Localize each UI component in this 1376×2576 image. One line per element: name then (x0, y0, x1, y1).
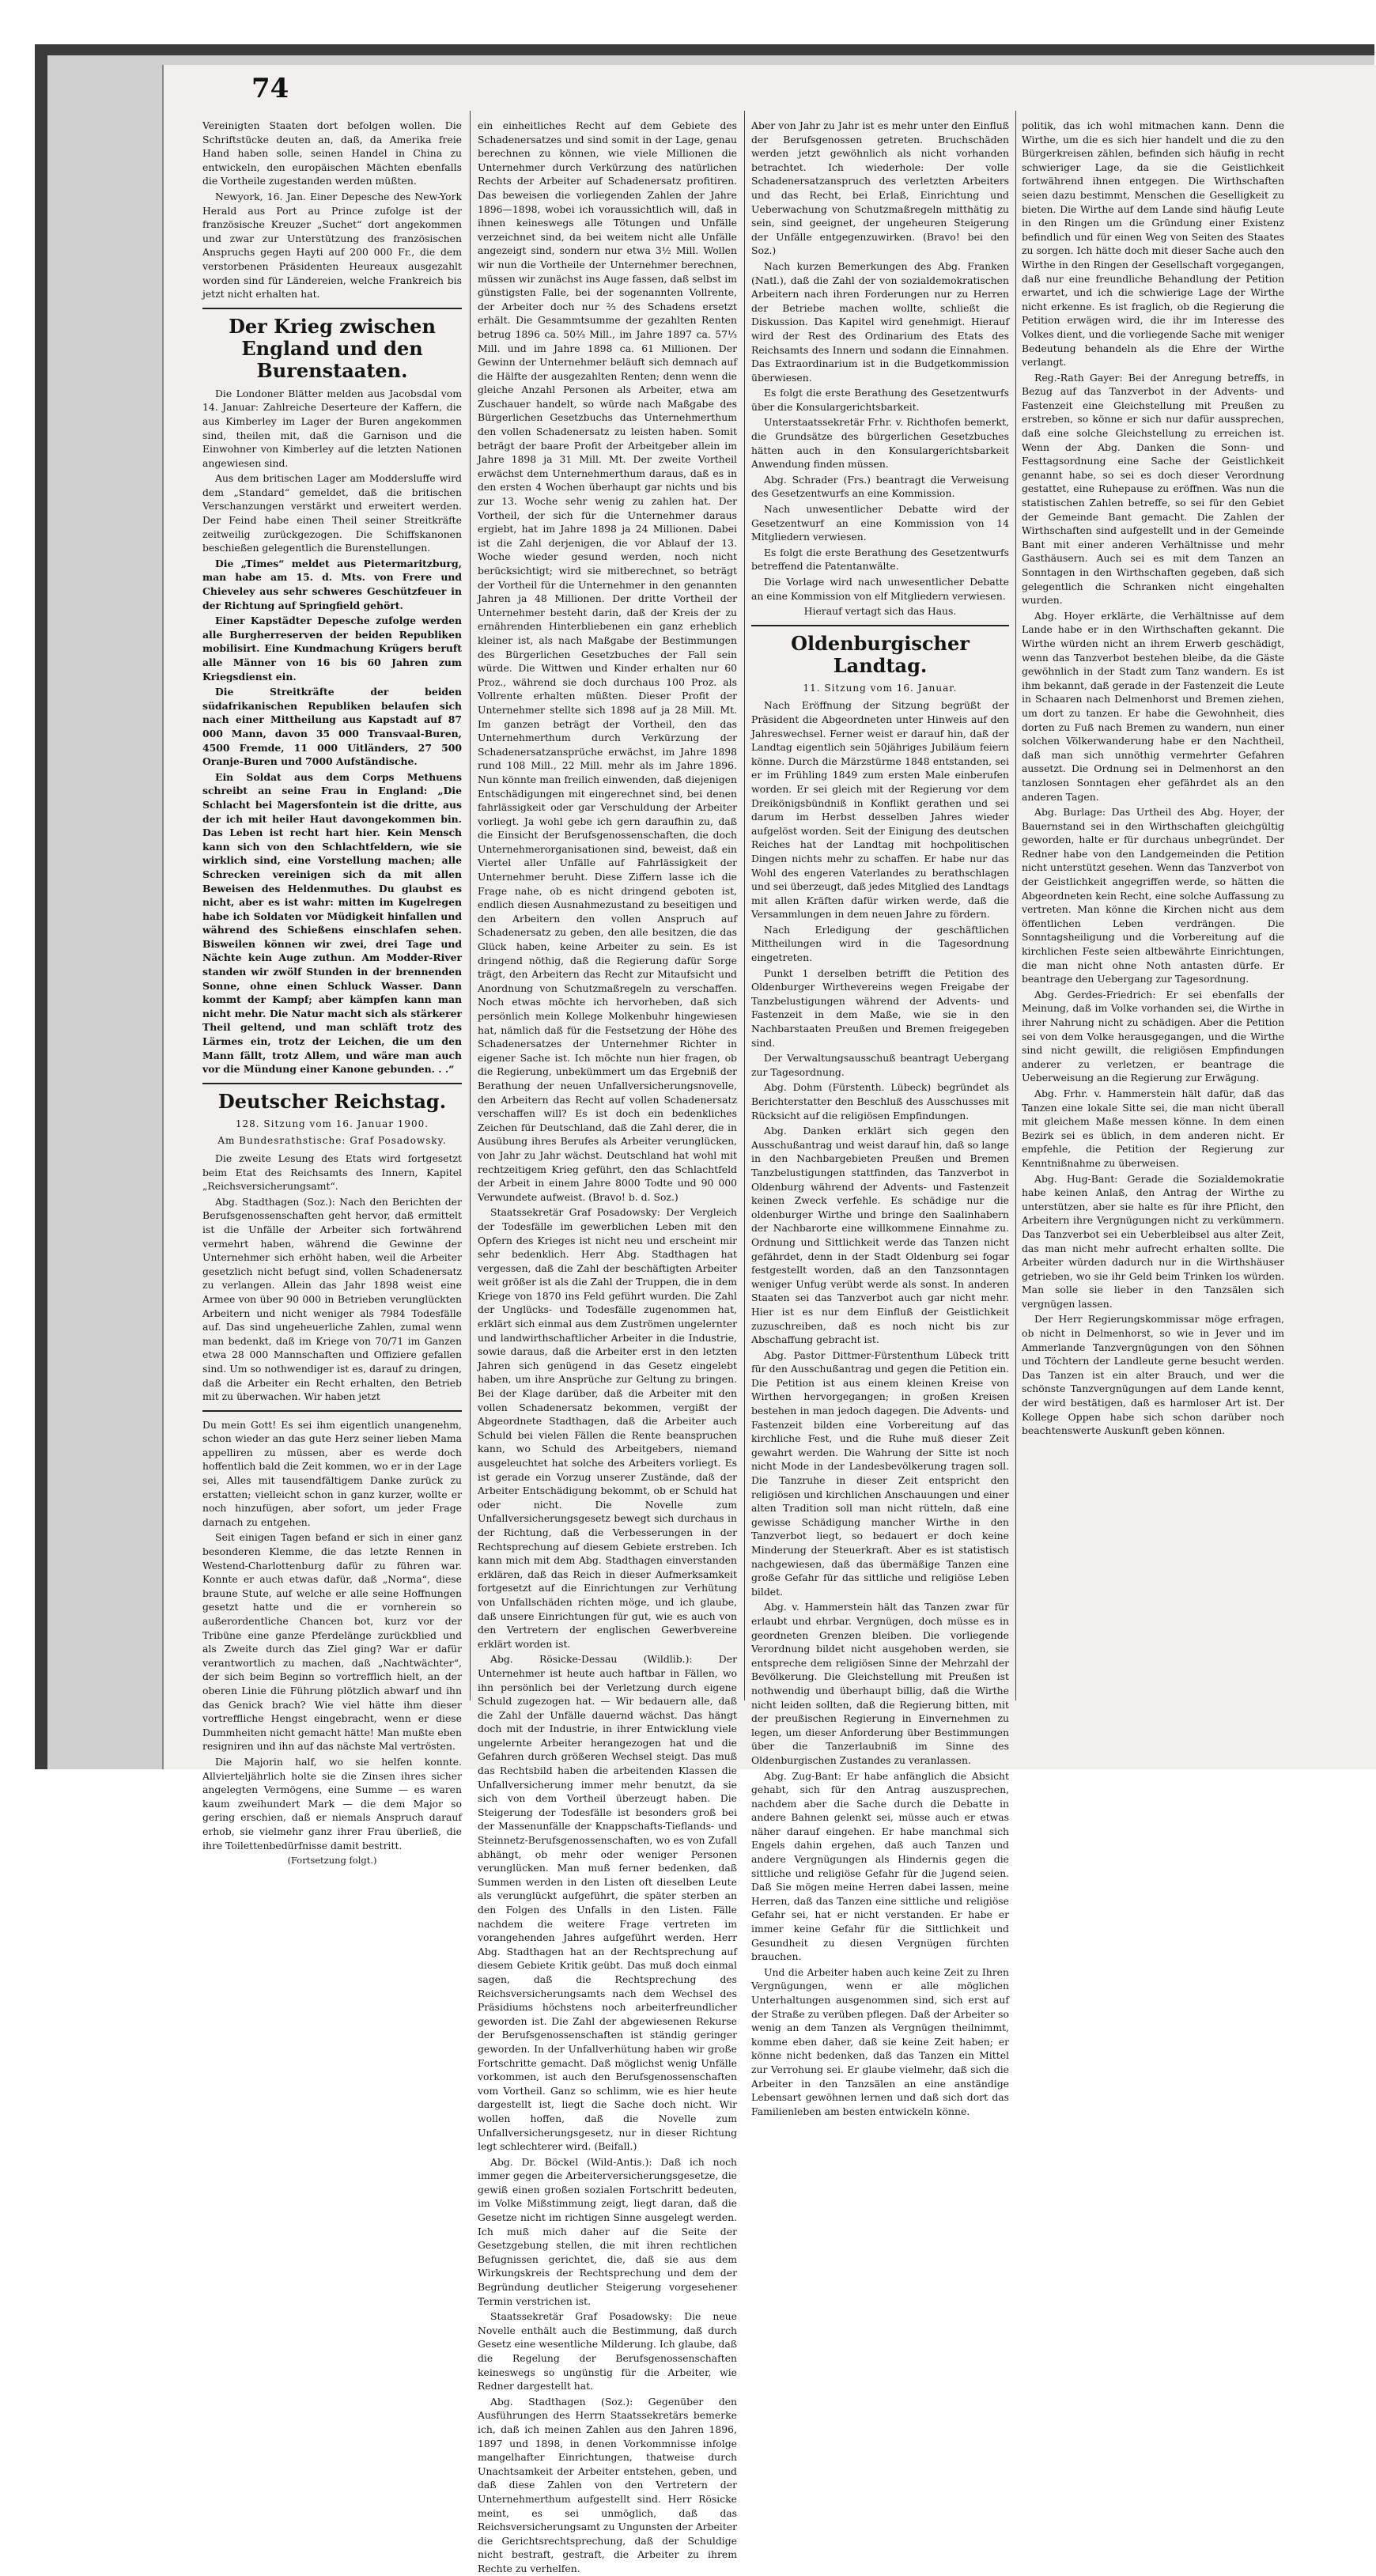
article-paragraph: Unterstaatssekretär Frhr. v. Richthofen bemerkt, die Grundsätze des bürgerlichen Gesetzbuches hätten auch in den Konsulargerichtsbarkeit Anwendung finden müssen. (751, 416, 1009, 471)
article-paragraph: Staatssekretär Graf Posadowsky: Der Vergleich der Todesfälle im gewerblichen Leben mit den Opfern des Krieges ist nicht neu und erscheint mir sehr bedenklich. Herr Abg. Stadthagen hat vergessen, daß die Zahl der beschäftigten Arbeiter weit größer ist als die Zahl der Truppen, die in dem Kriege von 1870 ins Feld geführt wurden. Die Zahl der Unglücks- und Todesfälle zugenommen hat, erklärt sich einmal aus dem Zuströmen ungelernter und landwirthschaftlicher Arbeiter in die Industrie, sowie daraus, daß die Arbeiter erst in den letzten Jahren sich genügend in das Gesetz eingelebt haben, um ihre Ansprüche zur Geltung zu bringen. Bei der Klage darüber, daß die Arbeiter mit den vollen Schadenersatz bekommen, vergißt der Abgeordnete Stadthagen, daß die Arbeiter auch Schuld bei vielen Fällen die Rente beanspruchen kann, wo Schuld des Arbeitgebers, niemand ausgeleuchtet hat solche des Arbeiters vorliegt. Es ist gerade ein Vorzug unserer Zustände, daß der Arbeiter Entschädigung bekommt, ob er Schuld hat oder nicht. Die Novelle zum Unfallversicherungsgesetz bewegt sich durchaus in der Richtung, daß die Verbesserungen in der Rechtsprechung auf diesem Gebiete erstreben. Ich kann mich mit dem Abg. Stadthagen einverstanden erklären, daß das Reich in dieser Aufmerksamkeit fortgesetzt auf die Einrichtungen zur Verhütung von Unfallschäden richten möge, und ich glaube, daß unsere Einrichtungen für gut, wie es auch von den Vertretern der englischen Gewerbvereine erklärt worden ist. (478, 1206, 737, 1650)
article-paragraph: Abg. Rösicke-Dessau (Wildlib.): Der Unternehmer ist heute auch haftbar in Fällen, wo ihn persönlich bei der Verletzung durch eigene Schuld zugezogen hat. — Wir bedauern alle, daß die Zahl der Unfälle dauernd wächst. Das hängt doch mit der Industrie, in ihrer Entwicklung viele ungelernte Arbeiter herangezogen hat und die Gefahren durch größeren Wechsel steigt. Das muß das Rechtsbild haben die arbeitenden Klassen die Unfallversicherung immer mehr benutzt, da sie sich von dem Vortheil überzeugt haben. Die Steigerung der Todesfälle ist besonders groß bei der Massenunfälle der Knappschafts-Tieflands- und Steinnetz-Berufsgenossenschaften, wo es von Zufall abhängt, ob mehr oder weniger Personen verunglücken. Man muß ferner bedenken, daß Summen werden in den Listen oft dieselben Leute als verunglückt aufgeführt, die später sterben an den Folgen des Unfalls in den Listen. Fälle nachdem die weitere Frage vertreten im vorangehenden Jahres aufgeführt werden. Herr Abg. Stadthagen hat an der Rechtsprechung auf diesem Gebiete Kritik geübt. Das muß doch einmal sagen, daß die Rechtsprechung des Reichsversicherungsamts nach dem Wechsel des Präsidiums höchstens noch arbeiterfreundlicher geworden ist. Die Zahl der abgewiesenen Rekurse der Berufsgenossenschaften ist ständig geringer geworden. In der Unfallverhütung haben wir große Fortschritte gemacht. Daß möglichst wenig Unfälle vorkommen, ist auch den Berufsgenossenschaften vom Vortheil. Ganz so schlimm, wie es hier heute dargestellt ist, liegt die Sache doch nicht. Wir wollen hoffen, daß die Novelle zum Unfallversicherungsgesetz, nur in dieser Richtung legt schlechterer wird. (Beifall.) (478, 1653, 737, 2153)
article-paragraph: Abg. v. Hammerstein hält das Tanzen zwar für erlaubt und ehrbar. Vergnügen, doch müsse es in geordneten Grenzen bleiben. Die vorliegende Verordnung bildet nicht ausgehoben werden, sie entspreche dem religiösen Sinne der Mehrzahl der Bevölkerung. Die Gleichstellung mit Preußen ist nothwendig und überhaupt billig, daß die Wirthe nicht leiden sollten, daß die Regierung bitten, mit der preußischen Regierung in Einvernehmen zu legen, um dieser Anforderung über Bestimmungen über die Tanzerlaubniß im Sinne des Oldenburgischen Zustandes zu veranlassen. (751, 1601, 1009, 1766)
article-paragraph: Abg. Danken erklärt sich gegen den Ausschußantrag und weist darauf hin, daß so lange in den Nachbargebieten Preußen und Bremen Tanzbelustigungen stattfinden, das Tanzverbot in Oldenburg während der Advents- und Fastenzeit keinen Zweck verfehle. Es schädige nur die oldenburger Wirthe und bringe den Saalinhabern der Nachbarorte eine willkommene Einnahme zu. Ordnung und Sittlichkeit werde das Tanzen nicht gefährdet, denn in der Stadt Oldenburg sei fogar festgestellt worden, daß an den Tanzsonntagen weniger Unfug verübt werde als sonst. In anderen Staaten sei das Tanzverbot auch gar nicht mehr. Hier ist es nur dem Einfluß der Geistlichkeit zuzuschreiben, daß es noch nicht bis zur Abschaffung gebracht ist. (751, 1125, 1009, 1346)
article-paragraph: Einer Kapstädter Depesche zufolge werden alle Burgherreserven der beiden Republiken mobilisirt. Eine Kundmachung Krügers beruft alle Männer von 16 bis 60 Jahren zum Kriegsdienst ein. (202, 615, 462, 683)
column-rule (470, 111, 471, 1700)
section-divider (751, 625, 1009, 626)
article-paragraph: Abg. Dr. Böckel (Wild-Antis.): Daß ich noch immer gegen die Arbeiterversicherungsgesetze, die gewiß einen großen sozialen Fortschritt bedeuten, im Volke Mißstimmung zeigt, liegt daran, daß die Gesetze nicht im richtigen Sinne ausgelegt werden. Ich muß mich daher auf die Seite der Gesetzgebung stellen, die mit ihren rechtlichen Befugnissen gerichtet, die, daß sie aus dem Wirkungskreis der Rechtsprechung und dem der Begründung deutlicher Steigerung vorgesehener Termin verstrichen ist. (478, 2155, 737, 2307)
article-paragraph: Newyork, 16. Jan. Einer Depesche des New-York Herald aus Port au Prince zufolge ist der französische Kreuzer „Suchet“ dort angekommen und zwar zur Unterstützung des französischen Anspruchs gegen Hayti auf 200 000 Fr., die dem verstorbenen Präsidenten Heureaux ausgezahlt worden sind für Ländereien, welche Frankreich bis jetzt nicht erhalten hat. (202, 190, 462, 301)
article-paragraph: Es folgt die erste Berathung des Gesetzentwurfs über die Konsulargerichtsbarkeit. (751, 387, 1009, 413)
article-paragraph: Abg. Frhr. v. Hammerstein hält dafür, daß das Tanzen eine lokale Sitte sei, die man nicht überall mit gleichem Maße messen könne. In dem einen Bezirk sei es üblich, in dem anderen nicht. Er empfehle, die Petition der Regierung zur Kenntnißnahme zu überweisen. (1022, 1087, 1284, 1169)
article-paragraph: politik, das ich wohl mitmachen kann. Denn die Wirthe, um die es sich hier handelt und die zu den Bürgerkreisen zählen, befinden sich häufig in recht schwieriger Lage, da sie die Geistlichkeit fortwährend ihnen entgegen. Die Wirthschaften seien dazu bestimmt, Menschen die Geselligkeit zu bieten. Die Wirthe auf dem Lande sind häufig Leute in den Ringen um die Gründung einer Existenz befindlich und für einen Weg von Seiten des Staates zu sorgen. Ich hätte doch mit dieser Sache auch den Wirthe in den Ringen der Gesellschaft vorgegangen, daß nur eine freundliche Behandlung der Petition erwartet, und ich die schwierige Lage der Wirthe nicht erkenne. Es ist fraglich, ob die Regierung die Petition erwägen wird, die ihr im Interesse des Volkes dient, und die vorliegende Sache mit weniger Bedeutung behandeln als die Ehre der Wirthe verlangt. (1022, 119, 1284, 369)
section-divider (202, 1410, 462, 1412)
story-paragraph: Die Majorin half, wo sie helfen konnte. Allvierteljährlich holte sie die Zinsen ihres sicher angelegten Vermögens, eine Summe — es waren kaum zweihundert Mark — die dem Major so gering erschien, daß er niemals Anspruch darauf erhob, sie vielmehr ganz ihrer Frau überließ, die ihre Toilettenbedürfnisse damit bestritt. (202, 1755, 462, 1852)
article-paragraph: Abg. Pastor Dittmer-Fürstenthum Lübeck tritt für den Ausschußantrag und gegen die Petition ein. Die Petition ist aus einem kleinen Kreise von Wirthen hervorgegangen; in großen Kreisen bestehen in man jedoch dagegen. Die Advents- und Fastenzeit bilden eine Vorbereitung auf das kirchliche Fest, und die Ruhe muß dieser Zeit gewahrt werden. Die Wahrung der Sitte ist noch nicht Mode in der Landesbevölkerung tragen soll. Die Tanzruhe in dieser Zeit entspricht den religiösen und kirchlichen Anschauungen und einer alten Tradition soll man nicht rütteln, daß eine gewisse Schädigung mancher Wirthe in den Tanzverbot liegt, so bedauert er doch keine Minderung der Steuerkraft. Aber es ist statistisch nachgewiesen, daß das übermäßige Tanzen eine große Gefahr für das sittliche und religiöse Leben bildet. (751, 1349, 1009, 1598)
article-paragraph: Nach Eröffnung der Sitzung begrüßt der Präsident die Abgeordneten unter Hinweis auf den Jahreswechsel. Ferner weist er darauf hin, daß der Landtag eigentlich sein 50jähriges Jubiläum feiern könne. Durch die Märzstürme 1848 entstanden, sei er im Frühling 1849 zum ersten Male einberufen worden. Er sei gleich mit der Regierung vor dem Dreikönigsbündniß in Konflikt gerathen und sei darum im Herbst desselben Jahres wieder aufgelöst worden. Seit der Einigung des deutschen Reiches hat der Landtag mit hochpolitischen Dingen nichts mehr zu schaffen. Er habe nur das Wohl des engeren Vaterlandes zu berathschlagen und sei überzeugt, daß jedes Mitglied des Landtags mit allen Kräften dafür wirken werde, daß die Versammlungen in dem neuen Jahre zu fördern. (751, 699, 1009, 921)
article-paragraph: Der Herr Regierungskommissar möge erfragen, ob nicht in Delmenhorst, so wie in Jever und im Ammerlande Tanzvergnügungen von den Söhnen und Töchtern der Landleute gerne besucht werden. Das Tanzen ist ein alter Brauch, und wer die schönste Tanzvergnügungen auf dem Lande kennt, der wird bestätigen, daß es harmloser Art ist. Der Kollege Oppen habe sich schon darüber noch beachtenswerte Auskunft geben können. (1022, 1313, 1284, 1437)
section-divider (202, 1083, 462, 1084)
section-heading-landtag: Oldenburgischer Landtag. (791, 631, 970, 677)
article-paragraph: Abg. Stadthagen (Soz.): Gegenüber den Ausführungen des Herrn Staatssekretärs bemerke ich, daß ich meinen Zahlen aus den Jahren 1896, 1897 und 1898, in denen Vorkommnisse infolge mangelhafter Einrichtungen, thatweise durch Unachtsamkeit der Arbeiter entstehen, geben, und daß diese Zahlen von den Vertretern der Unternehmerthum aufgestellt sind. Herr Rösicke meint, es sei unmöglich, daß das Reichsversicherungsamt zu Ungunsten der Arbeiter die Gerichtsrechtsprechung, daß der Schuldige nicht bestraft, gestraft, die Arbeiter zu ihrem Rechte zu verhelfen. (478, 2395, 737, 2574)
article-paragraph: Ein Soldat aus dem Corps Methuens schreibt an seine Frau in England: „Die Schlacht bei Magersfontein ist die dritte, aus der ich mit heiler Haut davongekommen bin. Das Leben ist recht hart hier. Kein Mensch kann sich von den Schlachtfeldern, wie sie wirklich sind, eine Vorstellung machen; alle Schrecken vereinigen sich da mit allen Beweisen des Heldenmuthes. Du glaubst es nicht, aber es ist wahr: mitten im Kugelregen habe ich Soldaten vor Müdigkeit hinfallen und während des Schießens einschlafen sehen. Bisweilen können wir zwei, drei Tage und Nächte kein Auge zuthun. Am Modder-River standen wir zwölf Stunden in der brennenden Sonne, ohne einen Schluck Wasser. Dann kommt der Kampf; aber kämpfen kann man nicht mehr. Die Natur macht sich als stärkerer Theil geltend, und man schläft trotz des Lärmes ein, trotz der Leichen, die um den Mann fällt, trotz Allem, und wäre man auch vor die Mündung einer Kanone gebunden. . .“ (202, 770, 462, 1076)
session-line: 11. Sitzung vom 16. Januar. (803, 682, 958, 694)
continued-note: (Fortsetzung folgt.) (287, 1855, 377, 1867)
article-paragraph: Abg. Hoyer erklärte, die Verhältnisse auf dem Lande habe er in den Wirthschaften gekannt. Die Wirthe würden nicht an ihrem Erwerb geschädigt, wenn das Tanzverbot bestehen bleibe, da die Gäste gewöhnlich in der Stadt zum Tanz wandern. Es ist ihm bekannt, daß gerade in der Fastenzeit die Leute in Schaaren nach Delmenhorst und Bremen ziehen, um dort zu tanzen. Er habe die Gewohnheit, dies dorten zu Fuß nach Bremen zu wandern, nun einer solchen Völkerwanderung habe er den Nachtheil, daß man sich unnöthig vermehrter Gefahren aussetzt. Die Ordnung sei in Delmenhorst an den tanzlosen Sonntagen eher gefährdet als an den anderen Tagen. (1022, 609, 1284, 803)
article-paragraph: Punkt 1 derselben betrifft die Petition des Oldenburger Wirthevereins wegen Freigabe der Tanzbelustigungen während der Advents- und Fastenzeit in dem Maße, wie sie in den Nachbarstaaten Preußen und Bremen freigegeben sind. (751, 966, 1009, 1049)
article-paragraph: Abg. Stadthagen (Soz.): Nach den Berichten der Berufsgenossenschaften geht hervor, daß ermittelt ist die Unfälle der Arbeiter sich fortwährend vermehrt haben, während die Gewinne der Unternehmer sich erhöht haben, weil die Arbeiter gesetzlich nicht befugt sind, vollen Schadenersatz zu verlangen. Allein das Jahr 1898 weist eine Armee von über 90 000 in Betrieben verunglückten Arbeitern und nicht weniger als 7984 Todesfälle auf. Das sind ungeheuerliche Zahlen, zumal wenn man bedenkt, daß im Kriege von 70/71 im Ganzen etwa 28 000 Mannschaften und Offiziere gefallen sind. Um so nothwendiger ist es, darauf zu dringen, daß die Arbeiter ein Recht erhalten, den Betrieb mit zu überwachen. Wir haben jetzt (202, 1195, 462, 1403)
article-paragraph: Aber von Jahr zu Jahr ist es mehr unter den Einfluß der Berufsgenossen getreten. Bruchschäden werden jetzt gewöhnlich als nicht vorhanden betrachtet. Ich wiederhole: Der volle Schadenersatzanspruch des verletzten Arbeiters und das Recht, bei Erlaß, Einrichtung und Ueberwachung von Schutzmaßregeln mitthätig zu sein, sind geeignet, der ungeheuren Steigerung der Unfälle entgegenzuwirken. (Bravo! bei den Soz.) (751, 119, 1009, 257)
section-divider (202, 308, 462, 309)
article-paragraph: Die Vorlage wird nach unwesentlicher Debatte an eine Kommission von elf Mitgliedern verwiesen. (751, 576, 1009, 602)
article-paragraph: Die Streitkräfte der beiden südafrikanischen Republiken belaufen sich nach einer Mittheilung aus Kapstadt auf 87 000 Mann, davon 35 000 Transvaal-Buren, 4500 Fremde, 11 000 Uitländers, 27 500 Oranje-Buren und 7000 Aufständische. (202, 686, 462, 768)
article-paragraph: Nach Erledigung der geschäftlichen Mittheilungen wird in die Tagesordnung eingetreten. (751, 923, 1009, 964)
article-paragraph: Abg. Zug-Bant: Er habe anfänglich die Absicht gehabt, sich für den Antrag auszusprechen, nachdem aber die Sache durch die Debatte in andere Bahnen gelenkt sei, müsse auch er etwas näher darauf eingehen. Er habe manchmal sich Engels dahin ergehen, daß auch Tanzen und andere Vergnügungen als Hindernis gegen die sittliche und religiöse Gefahr für die Jugend seien. Daß Sie mögen meine Herren dabei lassen, meine Herren, daß das Tanzen eine sittliche und religiöse Gefahr sei, hat er nicht verstanden. Er habe er immer keine Gefahr für die Sittlichkeit und Gesundheit zu diesen Vergnügen fürchten brauchen. (751, 1769, 1009, 1963)
article-paragraph: Die zweite Lesung des Etats wird fortgesetzt beim Etat des Reichsamts des Innern, Kapitel „Reichsversicherungsamt“. (202, 1152, 462, 1193)
article-paragraph: Staatssekretär Graf Posadowsky: Die neue Novelle enthält auch die Bestimmung, daß durch Gesetz eine wesentliche Milderung. Ich glaube, daß die Regelung der Berufsgenossenschaften keineswegs so ungünstig für die Arbeiter, wie Redner dargestellt hat. (478, 2310, 737, 2393)
column-rule (744, 111, 745, 1700)
column-2 (478, 119, 737, 2574)
story-paragraph: Seit einigen Tagen befand er sich in einer ganz besonderen Klemme, die das letzte Rennen in Westend-Charlottenburg dafür zu führen war. Konnte er auch etwas dafür, daß „Norma“, diese braune Stute, auf welche er alle seine Hoffnungen gesetzt hatte und die er vornherein so außerordentliche Chancen bot, kurz vor der Tribüne eine ganze Pferdelänge zurückblied und als Zweite durch das Ziel ging? War er dafür verantwortlich zu machen, daß „Nachtwächter“, der sich beim Beginn so vortrefflich hielt, an der oberen Linie die Führung plötzlich abwarf und ihn das Genick brach? Wie viel hätte ihm dieser vortreffliche Hengst eingebracht, wenn er diese Dummheiten nicht gemacht hätte! Man mußte eben resigniren und ihn auf das nächste Mal vertrösten. (202, 1531, 462, 1753)
article-paragraph: Vereinigten Staaten dort befolgen wollen. Die Schriftstücke deuten an, daß, da Amerika freie Hand haben solle, seinen Handel in China zu entwickeln, den europäischen Mächten ebenfalls die Vortheile zugestanden werden müßten. (202, 119, 462, 187)
article-paragraph: Abg. Hug-Bant: Gerade die Sozialdemokratie habe keinen Anlaß, den Antrag der Wirthe zu unterstützen, aber sie halte es für ihre Pflicht, den Arbeitern ihre Vergnügungen nicht zu verkümmern. Das Tanzverbot sei ein Ueberbleibsel aus alter Zeit, das man nicht mehr aufrecht erhalten sollte. Die Arbeiter würden dadurch nur in die Wirthshäuser getrieben, wo sie ihr Geld beim Trinken los würden. Man solle sie lieber in den Tanzsälen sich vergnügen lassen. (1022, 1172, 1284, 1310)
article-paragraph: Hierauf vertagt sich das Haus. (803, 605, 957, 618)
article-paragraph: Nach unwesentlicher Debatte wird der Gesetzentwurf an eine Kommission von 14 Mitgliedern verwiesen. (751, 503, 1009, 543)
article-paragraph: Abg. Dohm (Fürstenth. Lübeck) begründet als Berichterstatter den Beschluß des Ausschusses mit Rücksicht auf die religiösen Empfindungen. (751, 1081, 1009, 1122)
article-paragraph: ein einheitliches Recht auf dem Gebiete des Schadenersatzes und sind somit in der Lage, genau berechnen zu können, wie viele Millionen die Unternehmer durch Verkürzung des natürlichen Rechts der Arbeiter auf Schadenersatz profitiren. Das beweisen die vorliegenden Zahlen der Jahre 1896—1898, wobei ich voraussichtlich will, daß in ihnen keineswegs alle Tötungen und Unfälle verzeichnet sind, da bei weitem nicht alle Unfälle angezeigt sind, sondern nur etwa 3½ Mill. Wollen wir nun die Vortheile der Unternehmer berechnen, müssen wir zunächst ins Auge fassen, daß selbst im günstigsten Falle, bei der sogenannten Vollrente, der Arbeiter doch nur ⅔ des Schadens ersetzt erhält. Die Gesammtsumme der gezahlten Renten betrug 1896 ca. 50⅔ Mill., im Jahre 1897 ca. 57⅓ Mill. und im Jahre 1898 ca. 61 Millionen. Der Gewinn der Unternehmer beläuft sich demnach auf die Hälfte der ausgezahlten Renten; denn wenn die gleiche Anzahl Personen als Arbeiter, etwa am Zuschauer handelt, so würde nach Maßgabe des Bürgerlichen Gesetzbuchs das Unternehmerthum den vollen Schadenersatz zu leisten haben. Somit beträgt der baare Profit der Arbeitgeber allein im Jahre 1898 ja 31 Mill. Mt. Der zweite Vortheil erwächst dem Unternehmerthum daraus, daß es in den ersten 4 Wochen überhaupt gar nichts und bis zur 13. Woche sehr wenig zu zahlen hat. Der Vortheil, der sich für die Unternehmer daraus ergiebt, hat im Jahre 1898 ja 24 Millionen. Dabei ist die Zahl derjenigen, die vor Ablauf der 13. Woche wieder gesund werden, noch nicht berücksichtigt; wird sie mitberechnet, so beträgt der Vortheil für die Unternehmer in den genannten Jahren ja 48 Millionen. Der dritte Vortheil der Unternehmer besteht darin, daß der Kreis der zu ernährenden Hinterbliebenen ein ganz erheblich kleiner ist, als nach Maßgabe der Bestimmungen des Bürgerlichen Gesetzbuches der Fall sein würde. Die Wittwen und Kinder erhalten nur 60 Proz., während sie doch durchaus 100 Proz. als Vollrente erhalten müßten. Dieser Profit der Unternehmer stellte sich 1898 auf ja 28 Mill. Mt. Im ganzen beträgt der Vortheil, den das Unternehmerthum durch Verkürzung der Schadenersatzansprüche erwächst, im Jahre 1898 rund 108 Mill., 22 Mill. mehr als im Jahre 1896. Nun könnte man freilich einwenden, daß diejenigen Entschädigungen mit eingerechnet sind, bei denen fahrlässigkeit oder gar Verschuldung der Arbeiter vorliegt. Ja wohl gebe ich gern daraufhin zu, daß die Einsicht der Berufsgenossenschaften, die doch Unternehmerorganisationen sind, beweist, daß ein Viertel aller Unfälle auf Fahrlässigkeit der Unternehmer beruht. Diese Ziffern lasse ich die Frage nahe, ob es nicht dringend geboten ist, endlich diesen Ausnahmezustand zu beseitigen und den Arbeitern den vollen Anspruch auf Schadenersatz zu geben, den alle besitzen, die das Glück haben, keine Arbeiter zu sein. Es ist dringend nöthig, daß die Regierung dafür Sorge trägt, den Arbeitern das Recht zur Mitaufsicht und Anordnung von Schutzmaßregeln zu verschaffen. Noch etwas möchte ich hervorheben, daß sich persönlich mein Kollege Molkenbuhr hingewiesen hat, nämlich daß für die Festsetzung der Höhe des Schadenersatzes der Unternehmer Richter in eigener Sache ist. Ich möchte nun hier fragen, ob die Regierung, unbekümmert um das Ergebniß der Berathung der neuen Unfallversicherungsnovelle, den Arbeitern das Recht auf vollen Schadenersatz verschaffen will? Es ist doch ein bedenkliches Zeichen für Deutschland, daß die Zahl derer, die in Ausübung ihres Berufes als Arbeiter verunglücken, von Jahr zu Jahr wächst. Deutschland hat wohl mit rechtzeitigem Krieg geführt, den das Schlachtfeld der Arbeit in einem Jahre 8000 Todte und 90 000 Verwundete aufweist. (Bravo! b. d. Soz.) (478, 119, 737, 1203)
session-line: 128. Sitzung vom 16. Januar 1900. (235, 1118, 429, 1129)
article-paragraph: Die „Times“ meldet aus Pietermaritzburg, man habe am 15. d. Mts. von Frere und Chieveley aus sehr schweres Geschützfeuer in der Richtung auf Springfield gehört. (202, 557, 462, 611)
bundesrath-line: Am Bundesrathstische: Graf Posadowsky. (217, 1135, 447, 1147)
section-heading-reichstag: Deutscher Reichstag. (217, 1089, 447, 1113)
article-paragraph: Reg.-Rath Gayer: Bei der Anregung betreffs, in Bezug auf das Tanzverbot in der Advents- und Fastenzeit eine Gleichstellung mit Preußen zu erstreben, so könne er sich nur dafür aussprechen, daß eine solche Gleichstellung zu erreichen ist. Wenn der Abg. Danken die Sonn- und Festtagsordnung eine Sache der Geistlichkeit genannt habe, so sei es doch dieser Verordnung gestattet, eine Ruhepause zu eröffnen. Was nun die statistischen Zahlen betreffe, so sei für den Gebiet der Gemeinde Bant gemacht. Die Zahlen der Wirthschaften sind aufgestellt und in der Gemeinde Bant mit einer anderen Verhältnisse und mehr Gasthäusern. Auch sei es mit dem Tanzen an Sonntagen in den Wirthschaften gegeben, daß sich gelegentlich die Schranken nicht eingehalten wurden. (1022, 371, 1284, 607)
article-paragraph: Die Londoner Blätter melden aus Jacobsdal vom 14. Januar: Zahlreiche Deserteure der Kaffern, die aus Kimberley im Lager der Buren angekommen sind, theilen mit, daß die Garnison und die Einwohner von Kimberley auf die letzten Nationen angewiesen sind. (202, 387, 462, 469)
column-rule (1015, 111, 1016, 1700)
page-number: 74 (251, 73, 289, 104)
column-3 (751, 119, 1009, 2117)
article-paragraph: Aus dem britischen Lager am Moddersluffe wird dem „Standard“ gemeldet, daß die britischen Verschanzungen verstärkt und erweitert werden. Der Feind habe einen Theil seiner Streitkräfte zeitweilig zurückgezogen. Die Schiffskanonen beschießen gelegentlich die Burenstellungen. (202, 472, 462, 554)
column-4 (1022, 119, 1284, 1697)
article-paragraph: Nach kurzen Bemerkungen des Abg. Franken (Natl.), daß die Zahl der von sozialdemokratischen Arbeitern nach ihren Forderungen nur zu Herren der Betriebe machen wollte, schließt die Diskussion. Das Kapitel wird genehmigt. Hierauf wird der Rest des Ordinarium des Etats des Reichsamts des Innern und sodann die Einnahmen. Das Extraordinarium ist in die Budgetkommission überwiesen. (751, 259, 1009, 384)
article-paragraph: Und die Arbeiter haben auch keine Zeit zu Ihren Vergnügungen, wenn er alle möglichen Unterhaltungen ausgenommen sind, sich erst auf der Straße zu verüben pflegen. Daß der Arbeiter so wenig an dem Tanzen als Vergnügen theilnimmt, komme eben daher, daß sie keine Zeit haben; er könne nicht bedenken, daß das Tanzen ein Mittel zur Verrohung sei. Er glaube vielmehr, daß sich die Arbeiter in den Tanzsälen an eine anständige Lebensart gewöhnen lernen und daß sich dort das Familienleben am besten entwickeln könne. (751, 1965, 1009, 2117)
story-paragraph: Du mein Gott! Es sei ihm eigentlich unangenehm, schon wieder an das gute Herz seiner lieben Mama appelliren zu müssen, aber es werde doch hoffentlich bald die Zeit kommen, wo er in der Lage sei, Alles mit tausendfältigem Danke zurück zu erstatten; vielleicht schon in ganz kurzer, wollte er noch hinzufügen, aber sofort, um jeder Frage darnach zu entgehen. (202, 1418, 462, 1528)
article-paragraph: Abg. Burlage: Das Urtheil des Abg. Hoyer, der Bauernstand sei in den Wirthschaften gleichgültig geworden, halte er für durchaus unbegründet. Der Redner habe von den Landgemeinden die Petition nicht unterstützt gesehen. Wenn das Tanzverbot von der Geistlichkeit angegriffen werde, so hätten die Abgeordneten kein Recht, eine solche Auffassung zu vertreten. Man könne die Kirchen nicht aus dem öffentlichen Leben verdrängen. Die Sonntagsheiligung und die Vorbereitung auf die kirchlichen Feste seien altbewährte Einrichtungen, die man nicht ohne Noth antasten dürfe. Er beantrage den Uebergang zur Tagesordnung. (1022, 806, 1284, 985)
article-paragraph: Abg. Gerdes-Friedrich: Er sei ebenfalls der Meinung, daß im Volke vorhanden sei, die Wirthe in ihrer Nahrung nicht zu schädigen. Aber die Petition sei von dem Volke herausgegangen, und die Wirthe sind nicht gewillt, die religiösen Empfindungen anderer zu verletzen, er beantrage die Ueberweisung an die Regierung zur Erwägung. (1022, 988, 1284, 1084)
article-paragraph: Abg. Schrader (Frs.) beantragt die Verweisung des Gesetzentwurfs an eine Kommission. (751, 473, 1009, 500)
section-heading-war: Der Krieg zwischen England und den Burenstaaten. (229, 314, 436, 382)
article-paragraph: Der Verwaltungsausschuß beantragt Uebergang zur Tagesordnung. (751, 1052, 1009, 1078)
column-1 (202, 119, 462, 1867)
article-paragraph: Es folgt die erste Berathung des Gesetzentwurfs betreffend die Patentanwälte. (751, 546, 1009, 573)
